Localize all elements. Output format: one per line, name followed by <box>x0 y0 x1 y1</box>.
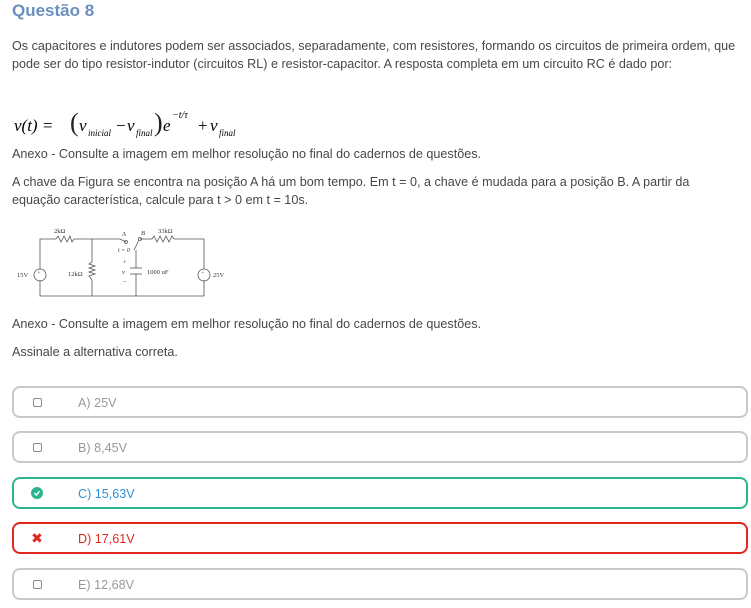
switch-time-label: t = 0 <box>118 248 130 254</box>
option-label: B) 8,45V <box>78 441 128 455</box>
x-icon: ✖ <box>31 530 43 546</box>
option-e[interactable] <box>12 568 748 600</box>
r3-label: 33kΩ <box>158 228 173 235</box>
switch-pos-a: A <box>122 231 126 238</box>
formula-sub-final: final <box>136 128 153 138</box>
rc-response-formula <box>12 106 252 142</box>
check-circle-icon <box>30 486 44 500</box>
capacitor-minus: − <box>123 279 127 286</box>
formula-e: e <box>163 116 171 135</box>
formula-sub-final2: final <box>219 128 236 138</box>
circuit-diagram <box>14 224 228 309</box>
checkbox-icon <box>30 577 44 591</box>
option-c[interactable] <box>12 477 748 509</box>
instruction: Assinale a alternativa correta. <box>12 345 178 359</box>
capacitor-label: 1000 uF <box>147 269 169 276</box>
checkbox-icon <box>30 440 44 454</box>
annex-note-2: Anexo - Consulte a imagem em melhor resolução no final do cadernos de questões. <box>12 317 482 331</box>
option-label: D) 17,61V <box>78 532 135 546</box>
formula-minus: − <box>116 116 126 135</box>
formula-paren-open: ( <box>70 108 79 137</box>
formula-lhs: v(t) = <box>14 116 54 135</box>
option-d[interactable] <box>12 522 748 554</box>
r2-label: 12kΩ <box>68 271 83 278</box>
capacitor-plus: + <box>123 259 127 266</box>
source2-plus: + <box>201 271 205 276</box>
switch-pos-b: B <box>141 230 145 237</box>
source2-label: 25V <box>213 272 225 279</box>
question-intro: Os capacitores e indutores podem ser associados, separadamente, com resistores, formando os circuitos de primeira ordem, que pode ser do tipo resistor-indutor (circuitos RL) e resistor-capacitor. A resposta completa em um circuito RC é dado por: <box>12 39 736 71</box>
formula-plus: + <box>198 116 208 135</box>
option-b[interactable] <box>12 431 748 463</box>
checkbox-icon <box>30 395 44 409</box>
option-label: E) 12,68V <box>78 578 135 592</box>
formula-exponent: −t/τ <box>172 110 188 121</box>
question-title: Questão 8 <box>12 1 95 20</box>
formula-v2: v <box>127 116 135 135</box>
problem-statement: A chave da Figura se encontra na posição A há um bom tempo. Em t = 0, a chave é mudada para a posição B. A partir da equação característica, calcule para t > 0 em t = 10s. <box>12 175 690 207</box>
source1-plus: + <box>37 271 41 276</box>
option-label: C) 15,63V <box>78 487 135 501</box>
formula-v1: v <box>79 116 87 135</box>
formula-sub-inicial: inicial <box>88 128 111 138</box>
option-a[interactable] <box>12 386 748 418</box>
source1-label: 15V <box>17 272 29 279</box>
capacitor-voltage-label: v <box>122 269 125 276</box>
formula <box>12 106 252 142</box>
r1-label: 2kΩ <box>54 228 66 235</box>
option-label: A) 25V <box>78 396 117 410</box>
annex-note-1: Anexo - Consulte a imagem em melhor resolução no final do cadernos de questões. <box>12 147 482 161</box>
formula-paren-close: ) <box>154 108 163 137</box>
formula-v3: v <box>210 116 218 135</box>
